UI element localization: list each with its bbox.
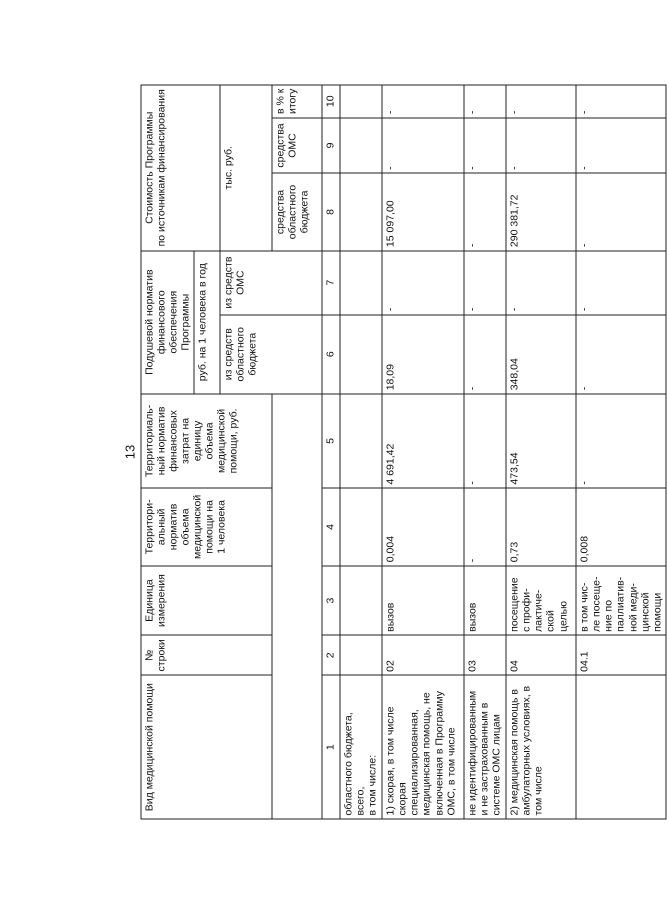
row-name: 1) скорая, в том числе скорая специализированная, медицинская помощь, не включенная в Программу ОМС, в том числе: [382, 675, 464, 819]
row-name: 2) медицинская помощь в амбулаторных условиях, в том числе: [506, 675, 576, 819]
row-percap-oms: -: [506, 251, 576, 315]
header-program-cost: Стоимость Программы по источникам финансирования: [141, 85, 220, 251]
row-norm-volume: [340, 488, 382, 566]
column-number-row: [322, 85, 340, 819]
row-percent: -: [464, 85, 506, 118]
header-cost-unit: тыс. руб.: [220, 85, 272, 251]
row-cost-budget: 15 097,00: [382, 173, 464, 250]
row-cost-oms: [340, 118, 382, 174]
header-row-1: [141, 85, 194, 819]
header-cost-oms: средства ОМС: [272, 118, 322, 174]
row-percap-oms: -: [382, 251, 464, 315]
row-norm-cost: 473,54: [506, 394, 576, 488]
row-unit: вызов: [382, 566, 464, 636]
row-name: не идентифицированным и не застрахованным в системе ОМС лицам: [464, 675, 506, 819]
header-percent: в % к итогу: [272, 85, 322, 118]
row-norm-cost: 4 691,42: [382, 394, 464, 488]
col-number: 10: [322, 85, 340, 118]
row-line: [340, 635, 382, 675]
row-line: 04.1: [576, 635, 666, 675]
col-number: 3: [322, 566, 340, 636]
row-percap-budget: -: [464, 315, 506, 394]
row-percap-oms: -: [576, 251, 666, 315]
row-norm-cost: [340, 394, 382, 488]
header-per-capita: Подушевой норматив финансового обеспечения Программы: [141, 251, 194, 394]
header-percap-oms: из средств ОМС: [220, 251, 322, 315]
row-unit: [340, 566, 382, 636]
row-cost-budget: 290 381,72: [506, 173, 576, 250]
table-row: [464, 85, 506, 819]
row-name: областного бюджета, всего, в том числе:: [340, 675, 382, 819]
page-number: 13: [122, 444, 138, 460]
col-number: 5: [322, 394, 340, 488]
header-line-no: № строки: [141, 635, 272, 675]
row-norm-volume: 0,008: [576, 488, 666, 566]
header-per-capita-unit: руб. на 1 человека в год: [194, 251, 220, 394]
row-cost-oms: -: [382, 118, 464, 174]
col-number: 7: [322, 251, 340, 315]
row-cost-budget: -: [464, 173, 506, 250]
col-number: 6: [322, 315, 340, 394]
row-norm-volume: 0,73: [506, 488, 576, 566]
header-unit: Единица измерения: [141, 566, 272, 636]
header-cost-budget: средства областного бюджета: [272, 173, 322, 250]
row-percap-oms: [340, 251, 382, 315]
row-percent: [340, 85, 382, 118]
table-row: [576, 85, 666, 819]
col-number: 9: [322, 118, 340, 174]
row-line: 02: [382, 635, 464, 675]
header-percap-budget: из средств областного бюджета: [220, 315, 322, 394]
row-norm-cost: -: [576, 394, 666, 488]
row-percap-budget: 18,09: [382, 315, 464, 394]
row-cost-oms: -: [506, 118, 576, 174]
row-name: [576, 675, 666, 819]
header-type: Вид медицинской помощи: [141, 675, 272, 819]
row-cost-oms: -: [464, 118, 506, 174]
row-norm-cost: -: [464, 394, 506, 488]
row-percent: -: [506, 85, 576, 118]
row-unit: посещение с профи- лактиче- ской целью: [506, 566, 576, 636]
row-percap-budget: [340, 315, 382, 394]
row-norm-volume: -: [464, 488, 506, 566]
table-row: [506, 85, 576, 819]
row-percent: -: [576, 85, 666, 118]
header-norm-volume: Территори- альный норматив объема медицинской помощи на 1 человека: [141, 488, 272, 566]
row-cost-budget: [340, 173, 382, 250]
col-number: 8: [322, 173, 340, 250]
row-percap-budget: 348,04: [506, 315, 576, 394]
row-norm-volume: 0,004: [382, 488, 464, 566]
row-percent: -: [382, 85, 464, 118]
row-cost-oms: -: [576, 118, 666, 174]
row-unit: в том чис- ле посеще- ние по паллиатив- ной меди- цинской помощи: [576, 566, 666, 636]
row-line: 03: [464, 635, 506, 675]
row-percap-budget: -: [576, 315, 666, 394]
header-norm-cost: Территориаль- ный норматив финансовых затрат на единицу объема медицинской помощи, руб.: [141, 394, 272, 488]
header-row-4: [272, 85, 322, 819]
row-line: 04: [506, 635, 576, 675]
table-row: [382, 85, 464, 819]
col-number: 4: [322, 488, 340, 566]
rotated-page: [122, 85, 664, 820]
program-cost-table: [141, 85, 667, 820]
row-percap-oms: -: [464, 251, 506, 315]
col-number: 2: [322, 635, 340, 675]
table-row: [340, 85, 382, 819]
col-number: 1: [322, 675, 340, 819]
row-unit: вызов: [464, 566, 506, 636]
row-cost-budget: -: [576, 173, 666, 250]
header-blank: [272, 394, 322, 819]
